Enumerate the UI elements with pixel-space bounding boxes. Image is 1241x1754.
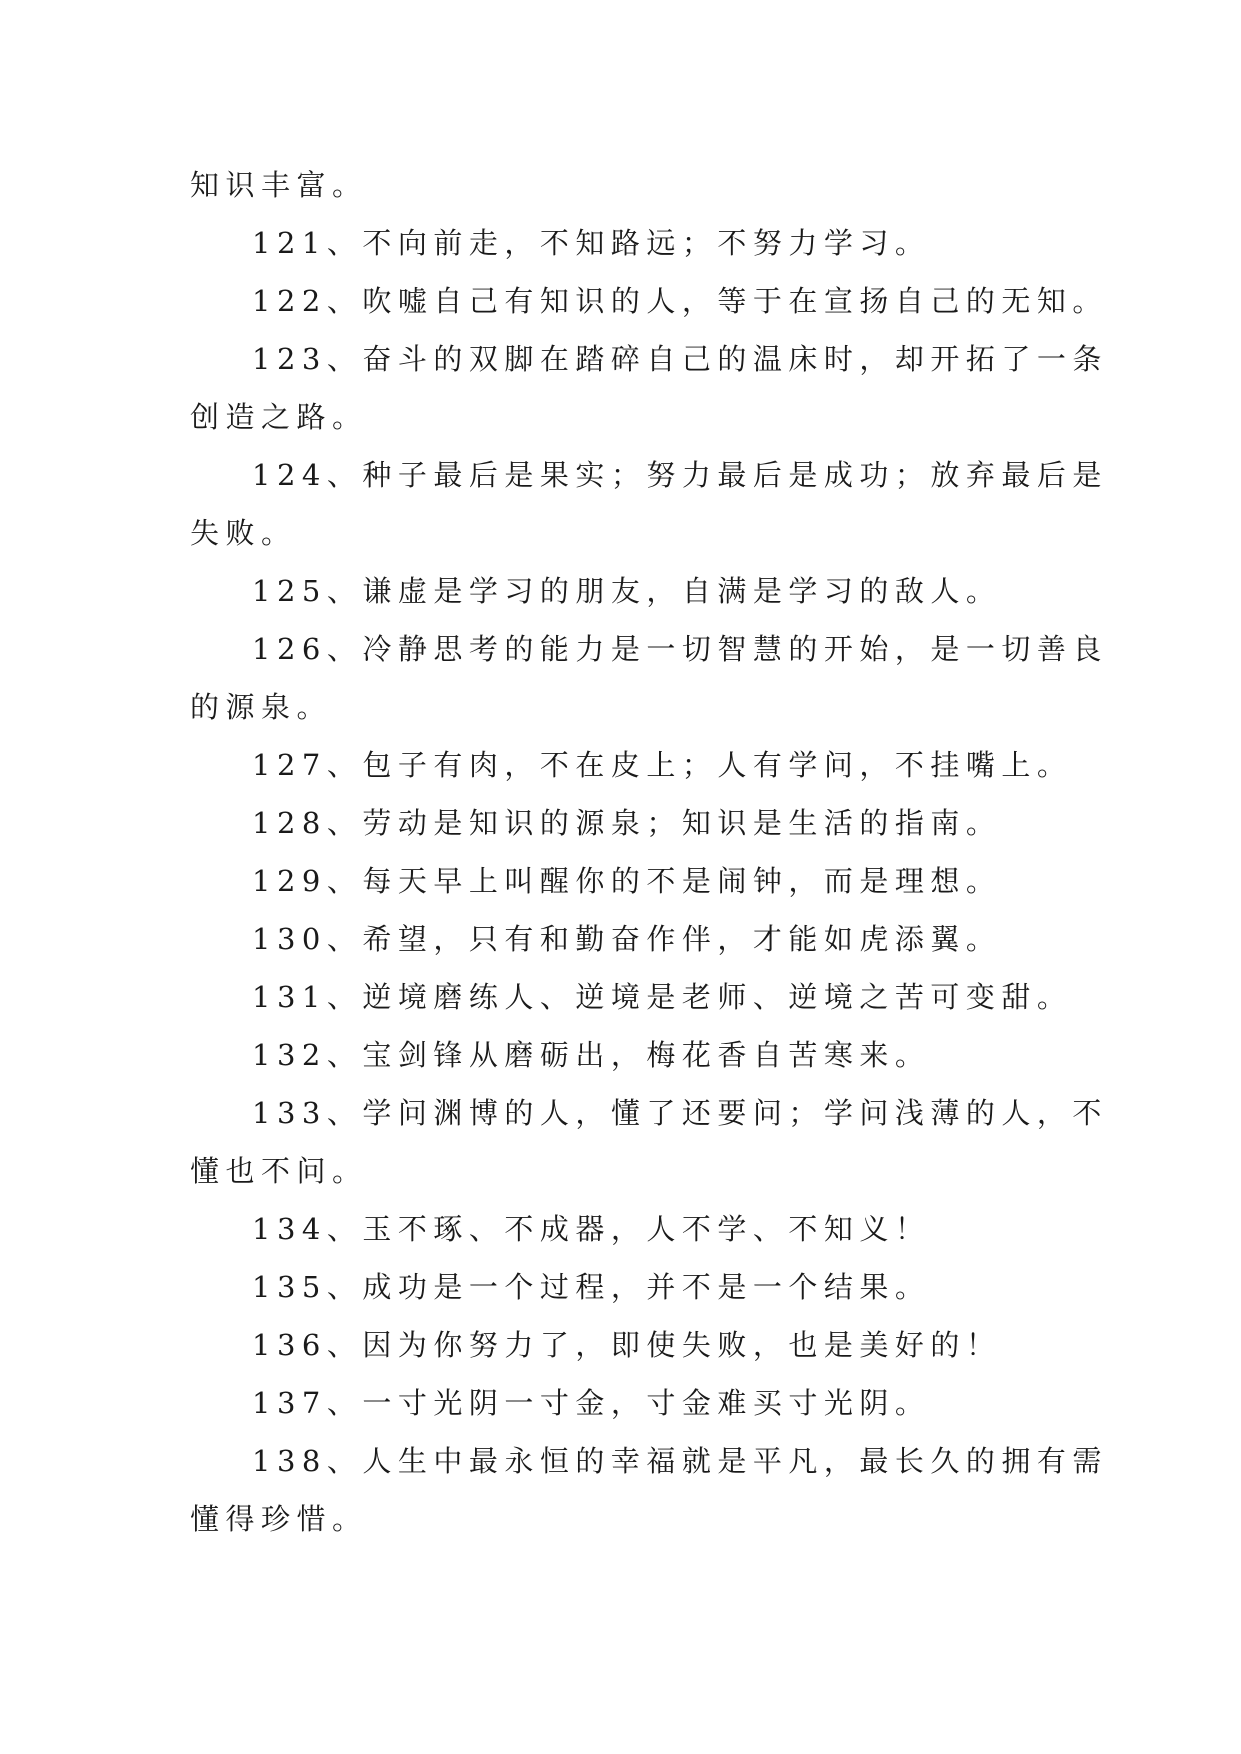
quote-137: 137、一寸光阴一寸金，寸金难买寸光阴。 [252, 1386, 931, 1420]
quote-124-continuation: 失败。 [190, 516, 297, 550]
quote-122: 122、吹嘘自己有知识的人，等于在宣扬自己的无知。 [252, 284, 1108, 318]
quote-134: 134、玉不琢、不成器，人不学、不知义！ [252, 1212, 931, 1246]
quote-126: 126、冷静思考的能力是一切智慧的开始，是一切善良 [252, 632, 1108, 666]
quote-126-continuation: 的源泉。 [190, 690, 333, 724]
quote-136: 136、因为你努力了，即使失败，也是美好的！ [252, 1328, 1002, 1362]
quote-130: 130、希望，只有和勤奋作伴，才能如虎添翼。 [252, 922, 1002, 956]
quote-132: 132、宝剑锋从磨砺出，梅花香自苦寒来。 [252, 1038, 931, 1072]
quote-135: 135、成功是一个过程，并不是一个结果。 [252, 1270, 931, 1304]
quote-127: 127、包子有肉，不在皮上；人有学问，不挂嘴上。 [252, 748, 1073, 782]
quote-138-continuation: 懂得珍惜。 [190, 1502, 368, 1536]
quote-128: 128、劳动是知识的源泉；知识是生活的指南。 [252, 806, 1002, 840]
quote-138: 138、人生中最永恒的幸福就是平凡，最长久的拥有需 [252, 1444, 1108, 1478]
document-body [190, 156, 1108, 1548]
quote-133-continuation: 懂也不问。 [190, 1154, 368, 1188]
quote-133: 133、学问渊博的人，懂了还要问；学问浅薄的人，不 [252, 1096, 1108, 1130]
quote-131: 131、逆境磨练人、逆境是老师、逆境之苦可变甜。 [252, 980, 1073, 1014]
quote-125: 125、谦虚是学习的朋友，自满是学习的敌人。 [252, 574, 1002, 608]
quote-123-continuation: 创造之路。 [190, 400, 368, 434]
quote-123: 123、奋斗的双脚在踏碎自己的温床时，却开拓了一条 [252, 342, 1108, 376]
quote-129: 129、每天早上叫醒你的不是闹钟，而是理想。 [252, 864, 1002, 898]
quote-121: 121、不向前走，不知路远；不努力学习。 [252, 226, 931, 260]
text-line: 知识丰富。 [190, 168, 368, 202]
quote-124: 124、种子最后是果实；努力最后是成功；放弃最后是 [252, 458, 1108, 492]
